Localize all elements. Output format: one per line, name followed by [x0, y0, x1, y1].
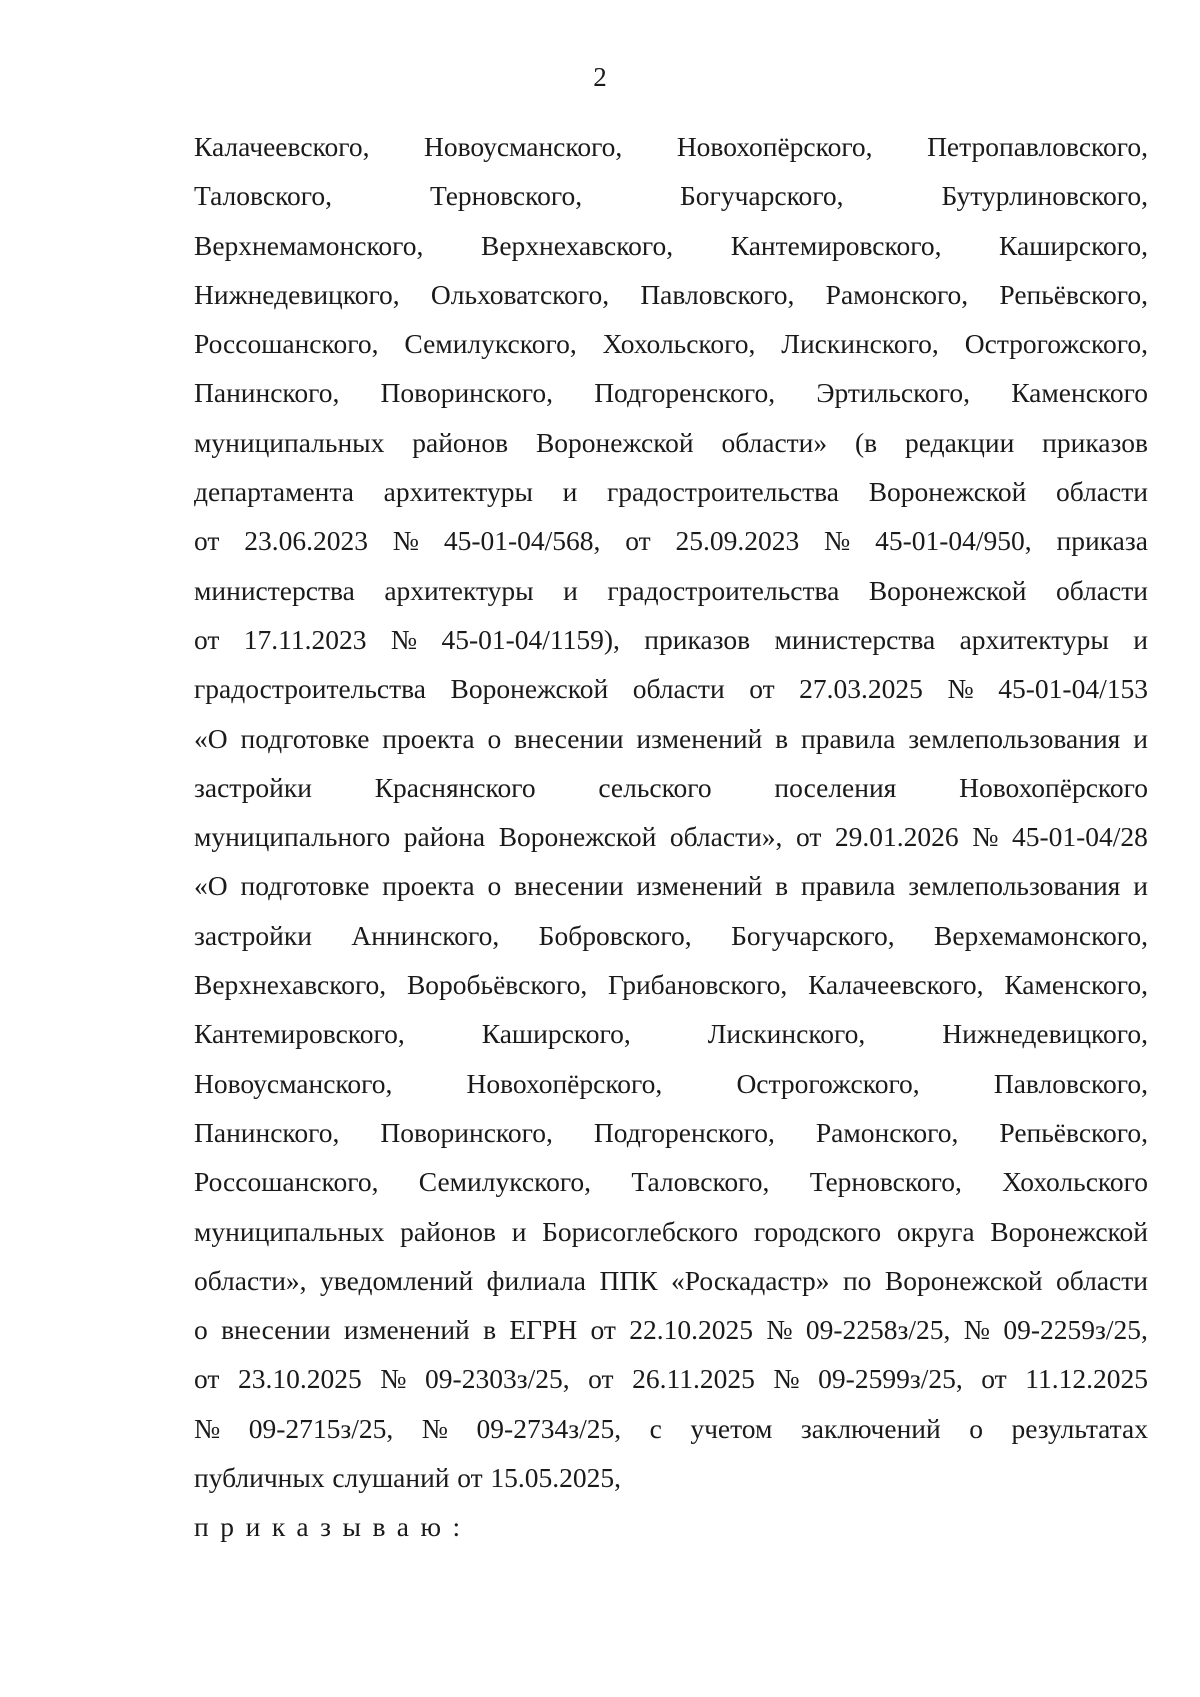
text-word: Подгоренского,: [593, 1116, 775, 1148]
text-word: в: [775, 722, 789, 754]
text-word: Новохопёрского,: [466, 1067, 663, 1099]
text-word: «О: [194, 870, 228, 902]
text-word: 45-01-04/1159),: [441, 623, 620, 655]
text-word: от: [194, 623, 220, 655]
text-word: Аннинского,: [351, 919, 500, 951]
text-word: Воронежской: [498, 821, 657, 853]
text-word: Поворинского,: [380, 1116, 553, 1148]
text-word: Рамонского,: [815, 1116, 959, 1148]
text-word: Подгоренского,: [594, 377, 776, 409]
text-line: [194, 1354, 1148, 1403]
text-word: 09-2303з/25,: [425, 1363, 570, 1395]
text-word: Верхнехавского,: [480, 229, 674, 261]
text-word: внесении: [514, 722, 624, 754]
text-line: [194, 812, 1148, 861]
text-word: Павловского,: [993, 1067, 1148, 1099]
text-word: Каширского,: [999, 229, 1148, 261]
text-word: Верхнехавского,: [194, 969, 387, 1001]
text-word: градостроительства: [194, 673, 426, 705]
text-word: с: [649, 1412, 662, 1444]
text-word: района: [403, 821, 486, 853]
text-word: 45-01-04/568,: [443, 525, 601, 557]
text-word: области: [1056, 476, 1148, 508]
text-word: публичных: [194, 1462, 325, 1494]
text-word: о: [487, 722, 502, 754]
text-word: 15.05.2025,: [490, 1462, 621, 1494]
text-word: №: [421, 1412, 449, 1444]
text-word: области»: [721, 426, 828, 458]
text-word: 26.11.2025: [632, 1363, 755, 1395]
text-word: проекта: [382, 722, 475, 754]
text-word: №: [194, 1412, 221, 1444]
text-word: по: [842, 1264, 872, 1296]
text-word: №: [963, 1314, 990, 1346]
text-word: «О: [194, 722, 228, 754]
text-word: №: [392, 525, 420, 557]
text-word: округа: [896, 1215, 975, 1247]
text-word: внесении: [514, 870, 624, 902]
text-word: о: [969, 1412, 983, 1444]
text-word: Воронежской: [868, 574, 1027, 606]
text-word: ППК: [599, 1264, 658, 1296]
text-word: Хохольского: [1002, 1166, 1148, 1198]
text-line: [194, 270, 1148, 319]
text-word: Терновского,: [429, 180, 583, 212]
text-word: Верхнемамонского,: [194, 229, 424, 261]
text-word: муниципальных: [194, 1215, 385, 1247]
text-word: Таловского,: [194, 180, 332, 212]
text-word: землепользования: [908, 722, 1121, 754]
text-word: Кантемировского,: [730, 229, 942, 261]
text-word: 23.10.2025: [237, 1363, 362, 1395]
text-word: и: [1133, 722, 1148, 754]
text-word: редакции: [905, 426, 1015, 458]
text-word: поселения: [774, 771, 897, 803]
text-line: [194, 319, 1148, 368]
text-word: Лискинского,: [707, 1018, 866, 1050]
text-word: Репьёвского,: [999, 1116, 1148, 1148]
text-word: 09-2715з/25,: [248, 1412, 394, 1444]
document-body: [194, 122, 1148, 1552]
text-word: «Роскадастр»: [671, 1264, 830, 1296]
text-line: [194, 911, 1148, 960]
text-line: [194, 1059, 1148, 1108]
text-line: [194, 861, 1148, 910]
text-line: [194, 615, 1148, 664]
text-word: №: [972, 821, 999, 853]
text-word: Борисоглебского: [542, 1215, 739, 1247]
text-word: министерства: [194, 574, 355, 606]
text-word: от: [625, 525, 651, 557]
text-word: застройки: [194, 771, 312, 803]
text-word: Богучарского,: [731, 919, 895, 951]
text-word: министерства: [774, 623, 936, 655]
text-word: от: [590, 1314, 616, 1346]
text-word: подготовке: [240, 722, 370, 754]
text-line: [194, 1157, 1148, 1206]
text-word: Новоусманского,: [423, 131, 623, 162]
text-word: 45-01-04/153: [998, 673, 1148, 705]
text-word: сельского: [598, 771, 712, 803]
text-word: Грибановского,: [608, 969, 788, 1001]
text-word: №: [766, 1314, 793, 1346]
text-word: Новохопёрского,: [676, 131, 873, 162]
text-word: 09-2258з/25,: [805, 1314, 951, 1346]
text-word: приказов: [1042, 426, 1148, 458]
text-word: результатах: [1011, 1412, 1148, 1444]
text-word: Калачеевского,: [194, 131, 370, 162]
text-word: и: [563, 574, 578, 606]
text-word: приказов: [644, 623, 751, 655]
text-word: 17.11.2023: [243, 623, 367, 655]
text-word: №: [773, 1363, 800, 1395]
text-word: архитектуры: [383, 476, 533, 508]
text-line: [194, 418, 1148, 467]
text-word: №: [380, 1363, 407, 1395]
text-word: Нижнедевицкого,: [942, 1018, 1148, 1050]
text-line: [194, 1108, 1148, 1157]
text-word: Воронежской: [884, 1264, 1043, 1296]
text-word: и: [511, 1215, 527, 1247]
text-word: Репьёвского,: [999, 278, 1148, 310]
text-word: от: [749, 673, 775, 705]
text-word: городского: [753, 1215, 882, 1247]
text-line: [194, 763, 1148, 812]
text-line: [194, 171, 1148, 220]
text-word: Нижнедевицкого,: [194, 278, 400, 310]
text-word: изменений: [636, 722, 763, 754]
text-word: Рамонского,: [825, 278, 969, 310]
text-word: ЕГРН: [509, 1314, 578, 1346]
text-word: и: [562, 476, 578, 508]
text-word: области: [1056, 1264, 1148, 1296]
text-word: Петропавловского,: [927, 131, 1148, 162]
text-word: Ольховатского,: [430, 278, 610, 310]
text-word: и: [1133, 870, 1148, 902]
text-word: от: [457, 1462, 483, 1494]
text-word: Воронежской: [990, 1215, 1148, 1247]
text-word: 09-2599з/25,: [818, 1363, 963, 1395]
text-word: заключений: [800, 1412, 941, 1444]
text-word: градостроительства: [607, 476, 839, 508]
text-word: Верхемамонского,: [934, 919, 1148, 951]
text-word: и: [1133, 623, 1148, 655]
text-word: Бутурлиновского,: [941, 180, 1148, 212]
text-line: [194, 1009, 1148, 1058]
text-word: уведомлений: [320, 1264, 474, 1296]
page-number: 2: [593, 62, 607, 92]
text-line: [194, 1207, 1148, 1256]
text-word: 27.03.2025: [799, 673, 923, 705]
text-word: слушаний: [332, 1462, 450, 1494]
text-word: №: [947, 673, 974, 705]
text-word: учетом: [690, 1412, 773, 1444]
text-word: Таловского,: [631, 1166, 770, 1198]
text-word: Панинского,: [194, 377, 340, 409]
text-word: в: [775, 870, 789, 902]
text-word: в: [483, 1314, 497, 1346]
text-word: Новоусманского,: [194, 1067, 393, 1099]
text-word: области»,: [194, 1264, 307, 1296]
text-word: Павловского,: [640, 278, 795, 310]
text-word: Новохопёрского: [959, 771, 1148, 803]
text-word: градостроительства: [607, 574, 840, 606]
text-word: области»,: [669, 821, 783, 853]
text-word: Острогожского,: [736, 1067, 920, 1099]
text-line: [194, 1305, 1148, 1354]
text-word: Россошанского,: [194, 1166, 379, 1198]
text-word: №: [824, 525, 851, 557]
text-word: внесении: [221, 1314, 331, 1346]
text-word: Воронежской: [535, 426, 694, 458]
text-word: правила: [801, 722, 896, 754]
text-word: 29.01.2026: [834, 821, 959, 853]
text-line: [194, 467, 1148, 516]
text-word: Кантемировского,: [194, 1018, 405, 1050]
text-word: от: [194, 525, 220, 557]
text-word: (в: [855, 426, 878, 458]
text-word: от: [795, 821, 822, 853]
text-word: области: [1056, 574, 1148, 606]
text-word: 09-2734з/25,: [476, 1412, 622, 1444]
text-word: Терновского,: [809, 1166, 962, 1198]
text-word: Панинского,: [194, 1116, 340, 1148]
text-word: филиала: [486, 1264, 587, 1296]
text-word: Каширского,: [481, 1018, 631, 1050]
text-word: муниципального: [194, 821, 391, 853]
text-line: [194, 368, 1148, 417]
text-line: [194, 714, 1148, 763]
text-word: от: [981, 1363, 1007, 1395]
text-line: [194, 566, 1148, 615]
text-word: о: [487, 870, 502, 902]
order-closing-word: приказываю:: [194, 1511, 472, 1543]
text-word: Воробьёвского,: [406, 969, 588, 1001]
text-word: 45-01-04/28: [1011, 821, 1148, 853]
text-word: Острогожского,: [964, 328, 1148, 360]
text-word: Россошанского,: [194, 328, 379, 360]
text-word: Лискинского,: [781, 328, 939, 360]
text-word: правила: [801, 870, 896, 902]
text-word: застройки: [194, 919, 312, 951]
text-word: 25.09.2023: [675, 525, 800, 557]
text-line: [194, 516, 1148, 565]
text-word: 11.12.2025: [1025, 1363, 1148, 1395]
text-word: 22.10.2025: [629, 1314, 754, 1346]
text-word: землепользования: [908, 870, 1121, 902]
text-word: подготовке: [240, 870, 370, 902]
text-word: районов: [412, 426, 509, 458]
text-word: изменений: [636, 870, 763, 902]
text-word: от: [194, 1363, 220, 1395]
text-line: [194, 221, 1148, 270]
text-word: проекта: [382, 870, 475, 902]
text-line: [194, 664, 1148, 713]
text-word: 09-2259з/25,: [1003, 1314, 1148, 1346]
text-word: департамента: [194, 476, 354, 508]
text-word: изменений: [343, 1314, 470, 1346]
text-word: Эртильского,: [816, 377, 971, 409]
text-word: районов: [400, 1215, 496, 1247]
text-word: Бобровского,: [538, 919, 692, 951]
text-word: области: [632, 673, 725, 705]
text-word: Семилукского,: [404, 328, 577, 360]
text-word: о: [194, 1314, 208, 1346]
text-word: муниципальных: [194, 426, 385, 458]
text-word: №: [390, 623, 418, 655]
text-line: [194, 1256, 1148, 1305]
text-line: [194, 960, 1148, 1009]
text-line-last: [194, 1453, 1148, 1502]
text-word: Краснянского: [374, 771, 536, 803]
text-word: 23.06.2023: [244, 525, 368, 557]
text-word: Калачеевского,: [808, 969, 984, 1001]
text-word: архитектуры: [384, 574, 534, 606]
text-word: приказа: [1056, 525, 1148, 557]
text-word: Семилукского,: [418, 1166, 592, 1198]
text-word: Воронежской: [868, 476, 1027, 508]
text-word: 45-01-04/950,: [875, 525, 1032, 557]
text-word: Хохольского,: [602, 328, 756, 360]
text-word: Каменского,: [1004, 969, 1148, 1001]
text-line: [194, 122, 1148, 171]
text-word: Каменского: [1011, 377, 1148, 409]
text-line: [194, 1404, 1148, 1453]
text-word: Поворинского,: [380, 377, 554, 409]
text-word: Богучарского,: [680, 180, 844, 212]
text-word: от: [588, 1363, 614, 1395]
text-word: архитектуры: [959, 623, 1109, 655]
text-word: Воронежской: [450, 673, 609, 705]
